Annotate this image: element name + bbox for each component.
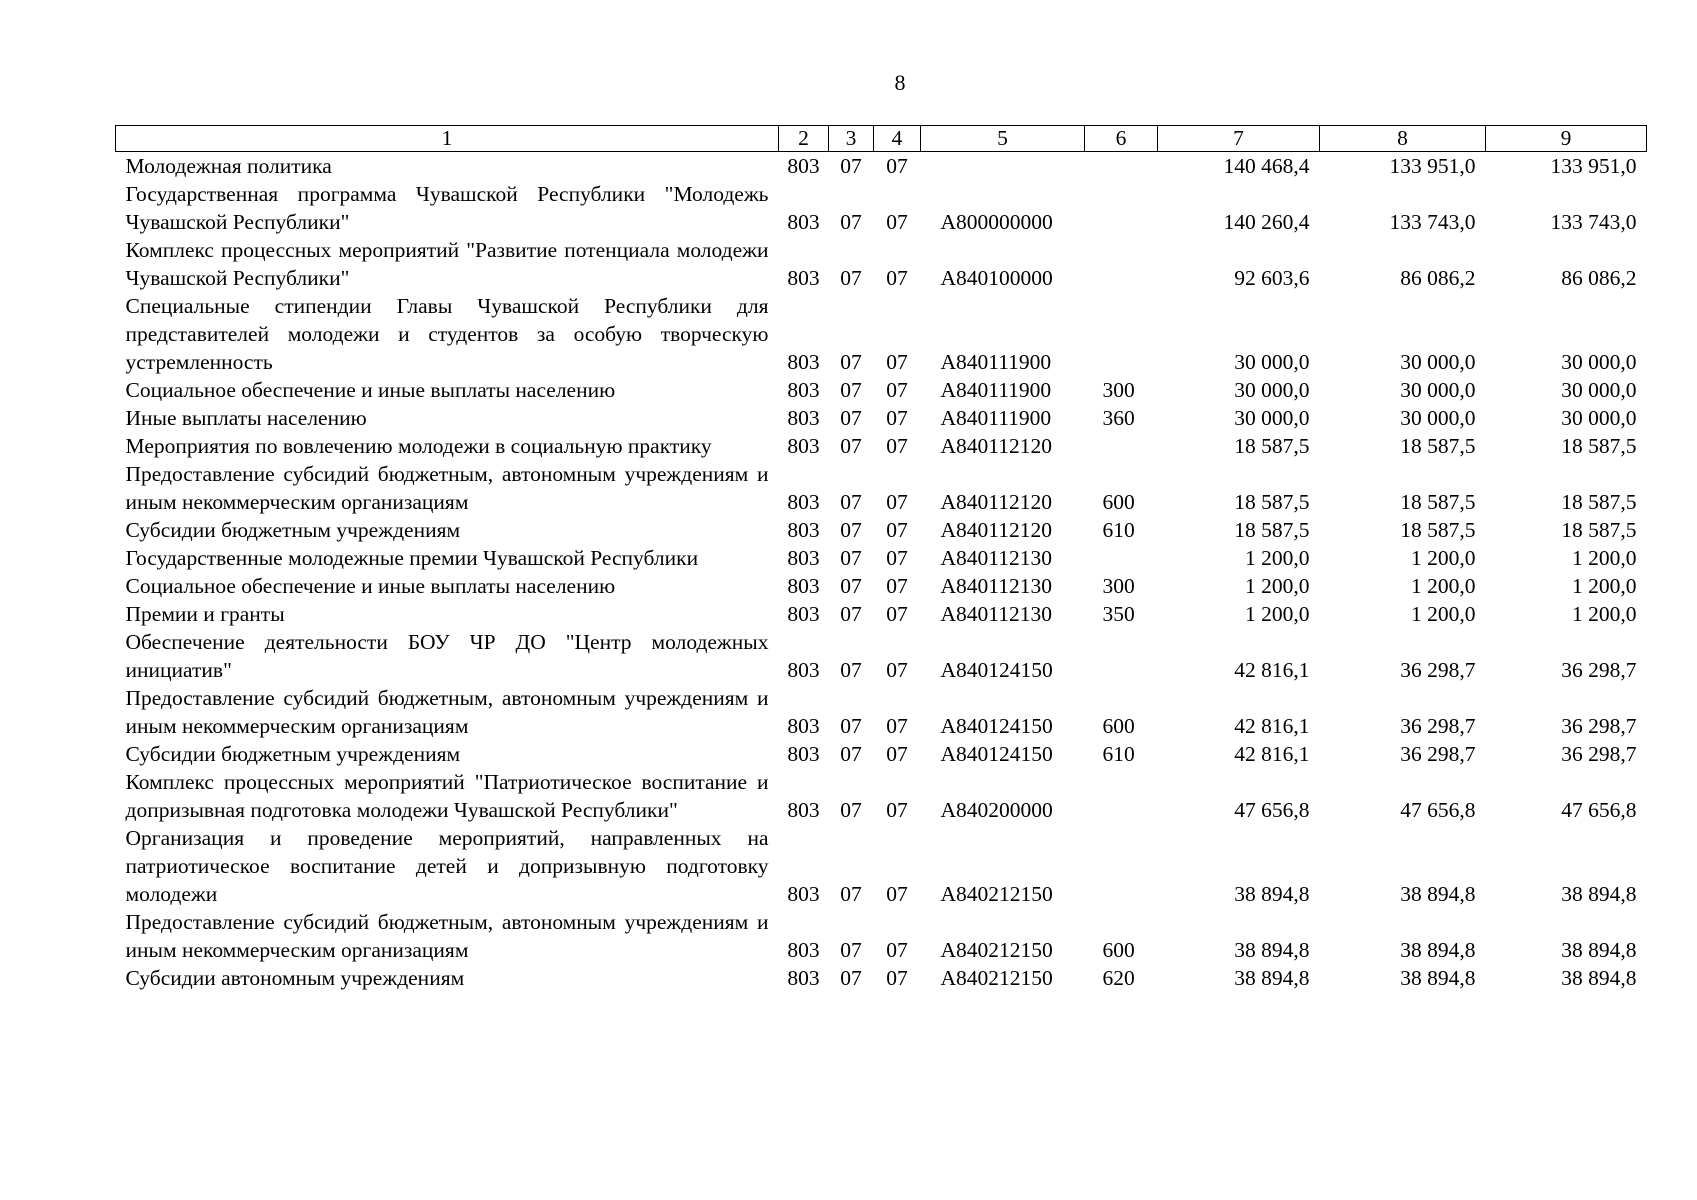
row-amount-col7: 42 816,1 <box>1234 658 1310 682</box>
row-ministry-code: 803 <box>787 378 820 402</box>
row-amount-col9: 30 000,0 <box>1561 406 1637 430</box>
row-name: Субсидии бюджетным учреждениям <box>125 742 461 766</box>
table-row <box>116 292 1647 376</box>
row-expense-type <box>1085 432 1158 460</box>
row-section-code: 07 <box>840 658 862 682</box>
row-amount-col7: 140 468,4 <box>1223 154 1310 178</box>
row-expense-type <box>1085 152 1158 181</box>
row-amount-col9: 18 587,5 <box>1561 434 1637 458</box>
row-expense-type <box>1085 544 1158 572</box>
row-amount-col7: 30 000,0 <box>1234 406 1310 430</box>
header-cell: 1 <box>116 126 779 152</box>
row-name: Государственная программа Чувашской Республики "Молодежь Чувашской Республики" <box>125 182 769 234</box>
row-expense-type: 300 <box>1102 378 1135 402</box>
row-amount-col7: 47 656,8 <box>1234 798 1310 822</box>
row-amount-col7: 30 000,0 <box>1234 378 1310 402</box>
row-amount-col8: 38 894,8 <box>1400 882 1476 906</box>
row-ministry-code: 803 <box>787 742 820 766</box>
row-section-code: 07 <box>840 154 862 178</box>
row-amount-col8: 1 200,0 <box>1411 602 1476 626</box>
row-amount-col8: 36 298,7 <box>1400 658 1476 682</box>
row-section-code: 07 <box>840 350 862 374</box>
row-ministry-code: 803 <box>787 574 820 598</box>
budget-table <box>115 125 1647 992</box>
header-cell: 7 <box>1158 126 1320 152</box>
row-expense-type: 600 <box>1102 490 1135 514</box>
row-target-code <box>921 152 1085 181</box>
row-amount-col8: 133 743,0 <box>1389 210 1476 234</box>
row-section-code: 07 <box>840 574 862 598</box>
table-row <box>116 376 1647 404</box>
row-ministry-code: 803 <box>787 210 820 234</box>
row-section-code: 07 <box>840 938 862 962</box>
row-amount-col9: 30 000,0 <box>1561 350 1637 374</box>
row-expense-type: 300 <box>1102 574 1135 598</box>
table-row <box>116 432 1647 460</box>
row-name: Предоставление субсидий бюджетным, автономным учреждениям и иным некоммерческим организациям <box>125 462 769 514</box>
row-amount-col8: 133 951,0 <box>1389 154 1476 178</box>
row-amount-col8: 86 086,2 <box>1400 266 1476 290</box>
table-row <box>116 152 1647 181</box>
row-ministry-code: 803 <box>787 966 820 990</box>
row-name: Предоставление субсидий бюджетным, автономным учреждениям и иным некоммерческим организациям <box>125 910 769 962</box>
row-section-code: 07 <box>840 966 862 990</box>
row-section-code: 07 <box>840 798 862 822</box>
row-name: Социальное обеспечение и иные выплаты населению <box>125 574 616 598</box>
row-subsection-code: 07 <box>886 966 908 990</box>
row-amount-col8: 30 000,0 <box>1400 406 1476 430</box>
table-row <box>116 180 1647 236</box>
row-expense-type: 600 <box>1102 714 1135 738</box>
row-amount-col9: 36 298,7 <box>1561 742 1637 766</box>
row-ministry-code: 803 <box>787 154 820 178</box>
table-row <box>116 768 1647 824</box>
row-expense-type <box>1085 824 1158 908</box>
row-target-code: А840112120 <box>940 434 1052 458</box>
row-ministry-code: 803 <box>787 602 820 626</box>
row-amount-col7: 18 587,5 <box>1234 490 1310 514</box>
row-subsection-code: 07 <box>886 938 908 962</box>
row-target-code: А840112120 <box>940 518 1052 542</box>
row-ministry-code: 803 <box>787 714 820 738</box>
table-row <box>116 600 1647 628</box>
header-cell: 9 <box>1486 126 1647 152</box>
row-subsection-code: 07 <box>886 378 908 402</box>
row-amount-col7: 30 000,0 <box>1234 350 1310 374</box>
row-subsection-code: 07 <box>886 714 908 738</box>
row-expense-type: 350 <box>1102 602 1135 626</box>
row-subsection-code: 07 <box>886 210 908 234</box>
row-amount-col8: 36 298,7 <box>1400 714 1476 738</box>
table-row <box>116 684 1647 740</box>
row-name: Субсидии автономным учреждениям <box>125 966 465 990</box>
row-amount-col7: 38 894,8 <box>1234 882 1310 906</box>
row-subsection-code: 07 <box>886 602 908 626</box>
row-section-code: 07 <box>840 602 862 626</box>
row-target-code: А800000000 <box>940 210 1053 234</box>
row-amount-col7: 1 200,0 <box>1245 602 1310 626</box>
row-expense-type <box>1085 292 1158 376</box>
row-section-code: 07 <box>840 210 862 234</box>
row-subsection-code: 07 <box>886 406 908 430</box>
row-name: Молодежная политика <box>125 154 332 178</box>
row-amount-col9: 38 894,8 <box>1561 966 1637 990</box>
row-section-code: 07 <box>840 742 862 766</box>
row-amount-col8: 47 656,8 <box>1400 798 1476 822</box>
row-amount-col7: 38 894,8 <box>1234 938 1310 962</box>
row-section-code: 07 <box>840 378 862 402</box>
row-target-code: А840212150 <box>940 966 1053 990</box>
row-target-code: А840111900 <box>940 406 1052 430</box>
row-name: Субсидии бюджетным учреждениям <box>125 518 461 542</box>
row-subsection-code: 07 <box>886 518 908 542</box>
table-row <box>116 460 1647 516</box>
row-amount-col8: 1 200,0 <box>1411 546 1476 570</box>
row-amount-col7: 42 816,1 <box>1234 742 1310 766</box>
row-amount-col7: 1 200,0 <box>1245 574 1310 598</box>
row-name: Комплекс процессных мероприятий "Развитие потенциала молодежи Чувашской Республики" <box>125 238 769 290</box>
row-amount-col7: 38 894,8 <box>1234 966 1310 990</box>
row-subsection-code: 07 <box>886 798 908 822</box>
row-name: Социальное обеспечение и иные выплаты населению <box>125 378 616 402</box>
row-amount-col7: 18 587,5 <box>1234 518 1310 542</box>
row-section-code: 07 <box>840 266 862 290</box>
row-subsection-code: 07 <box>886 434 908 458</box>
row-amount-col9: 36 298,7 <box>1561 714 1637 738</box>
row-ministry-code: 803 <box>787 266 820 290</box>
table-row <box>116 516 1647 544</box>
row-name: Обеспечение деятельности БОУ ЧР ДО "Центр молодежных инициатив" <box>125 630 769 682</box>
row-name: Премии и гранты <box>125 602 285 626</box>
row-section-code: 07 <box>840 406 862 430</box>
row-section-code: 07 <box>840 490 862 514</box>
row-name: Государственные молодежные премии Чувашской Республики <box>125 546 699 570</box>
row-target-code: А840200000 <box>940 798 1053 822</box>
row-expense-type <box>1085 180 1158 236</box>
row-section-code: 07 <box>840 546 862 570</box>
row-expense-type: 610 <box>1102 742 1135 766</box>
row-name: Специальные стипендии Главы Чувашской Республики для представителей молодежи и студентов за особую творческую устремленность <box>125 294 769 374</box>
table-row <box>116 572 1647 600</box>
header-cell: 5 <box>921 126 1085 152</box>
table-row <box>116 908 1647 964</box>
row-name: Иные выплаты населению <box>125 406 367 430</box>
row-amount-col9: 38 894,8 <box>1561 882 1637 906</box>
row-amount-col8: 18 587,5 <box>1400 434 1476 458</box>
row-amount-col7: 18 587,5 <box>1234 434 1310 458</box>
header-cell: 3 <box>829 126 874 152</box>
row-subsection-code: 07 <box>886 742 908 766</box>
table-row <box>116 964 1647 992</box>
row-amount-col9: 133 743,0 <box>1550 210 1637 234</box>
row-subsection-code: 07 <box>886 546 908 570</box>
row-section-code: 07 <box>840 882 862 906</box>
row-target-code: А840124150 <box>940 714 1053 738</box>
row-expense-type: 620 <box>1102 966 1135 990</box>
row-subsection-code: 07 <box>886 658 908 682</box>
row-ministry-code: 803 <box>787 798 820 822</box>
row-name: Организация и проведение мероприятий, направленных на патриотическое воспитание детей и допризывную подготовку молодежи <box>125 826 769 906</box>
table-row <box>116 740 1647 768</box>
row-ministry-code: 803 <box>787 938 820 962</box>
row-amount-col8: 30 000,0 <box>1400 378 1476 402</box>
row-amount-col8: 36 298,7 <box>1400 742 1476 766</box>
row-target-code: А840112130 <box>940 574 1052 598</box>
header-cell: 6 <box>1085 126 1158 152</box>
row-name: Мероприятия по вовлечению молодежи в социальную практику <box>125 434 712 458</box>
row-subsection-code: 07 <box>886 350 908 374</box>
row-target-code: А840212150 <box>940 882 1053 906</box>
row-amount-col9: 133 951,0 <box>1550 154 1637 178</box>
table-row <box>116 544 1647 572</box>
table-row <box>116 824 1647 908</box>
row-ministry-code: 803 <box>787 350 820 374</box>
row-amount-col8: 30 000,0 <box>1400 350 1476 374</box>
row-subsection-code: 07 <box>886 154 908 178</box>
row-target-code: А840124150 <box>940 658 1053 682</box>
row-amount-col7: 1 200,0 <box>1245 546 1310 570</box>
row-amount-col7: 42 816,1 <box>1234 714 1310 738</box>
row-ministry-code: 803 <box>787 490 820 514</box>
row-expense-type: 600 <box>1102 938 1135 962</box>
row-target-code: А840212150 <box>940 938 1053 962</box>
row-amount-col9: 1 200,0 <box>1572 574 1637 598</box>
row-section-code: 07 <box>840 518 862 542</box>
row-target-code: А840100000 <box>940 266 1053 290</box>
row-amount-col9: 1 200,0 <box>1572 546 1637 570</box>
row-amount-col9: 18 587,5 <box>1561 490 1637 514</box>
row-expense-type: 610 <box>1102 518 1135 542</box>
row-ministry-code: 803 <box>787 658 820 682</box>
row-target-code: А840112120 <box>940 490 1052 514</box>
row-name: Комплекс процессных мероприятий "Патриотическое воспитание и допризывная подготовка молодежи Чувашской Республики" <box>125 770 769 822</box>
row-amount-col8: 38 894,8 <box>1400 966 1476 990</box>
row-amount-col7: 140 260,4 <box>1223 210 1310 234</box>
row-target-code: А840111900 <box>940 378 1052 402</box>
header-cell: 4 <box>874 126 921 152</box>
row-ministry-code: 803 <box>787 882 820 906</box>
row-expense-type <box>1085 628 1158 684</box>
row-expense-type: 360 <box>1102 406 1135 430</box>
header-cell: 2 <box>779 126 829 152</box>
table-header-row <box>116 126 1647 152</box>
table-row <box>116 628 1647 684</box>
row-amount-col9: 1 200,0 <box>1572 602 1637 626</box>
row-subsection-code: 07 <box>886 266 908 290</box>
row-expense-type <box>1085 236 1158 292</box>
row-target-code: А840112130 <box>940 546 1052 570</box>
row-amount-col9: 38 894,8 <box>1561 938 1637 962</box>
row-section-code: 07 <box>840 714 862 738</box>
row-section-code: 07 <box>840 434 862 458</box>
row-amount-col9: 86 086,2 <box>1561 266 1637 290</box>
header-cell: 8 <box>1320 126 1486 152</box>
row-ministry-code: 803 <box>787 546 820 570</box>
row-amount-col7: 92 603,6 <box>1234 266 1310 290</box>
row-name: Предоставление субсидий бюджетным, автономным учреждениям и иным некоммерческим организациям <box>125 686 769 738</box>
row-target-code: А840111900 <box>940 350 1052 374</box>
row-ministry-code: 803 <box>787 518 820 542</box>
row-amount-col8: 18 587,5 <box>1400 490 1476 514</box>
row-amount-col9: 18 587,5 <box>1561 518 1637 542</box>
row-subsection-code: 07 <box>886 882 908 906</box>
row-expense-type <box>1085 768 1158 824</box>
row-amount-col8: 18 587,5 <box>1400 518 1476 542</box>
row-ministry-code: 803 <box>787 434 820 458</box>
row-amount-col8: 38 894,8 <box>1400 938 1476 962</box>
row-subsection-code: 07 <box>886 574 908 598</box>
table-row <box>116 236 1647 292</box>
row-ministry-code: 803 <box>787 406 820 430</box>
row-amount-col9: 36 298,7 <box>1561 658 1637 682</box>
row-amount-col9: 30 000,0 <box>1561 378 1637 402</box>
row-subsection-code: 07 <box>886 490 908 514</box>
page-number: 8 <box>894 70 906 95</box>
row-amount-col8: 1 200,0 <box>1411 574 1476 598</box>
row-target-code: А840124150 <box>940 742 1053 766</box>
table-row <box>116 404 1647 432</box>
row-target-code: А840112130 <box>940 602 1052 626</box>
row-amount-col9: 47 656,8 <box>1561 798 1637 822</box>
